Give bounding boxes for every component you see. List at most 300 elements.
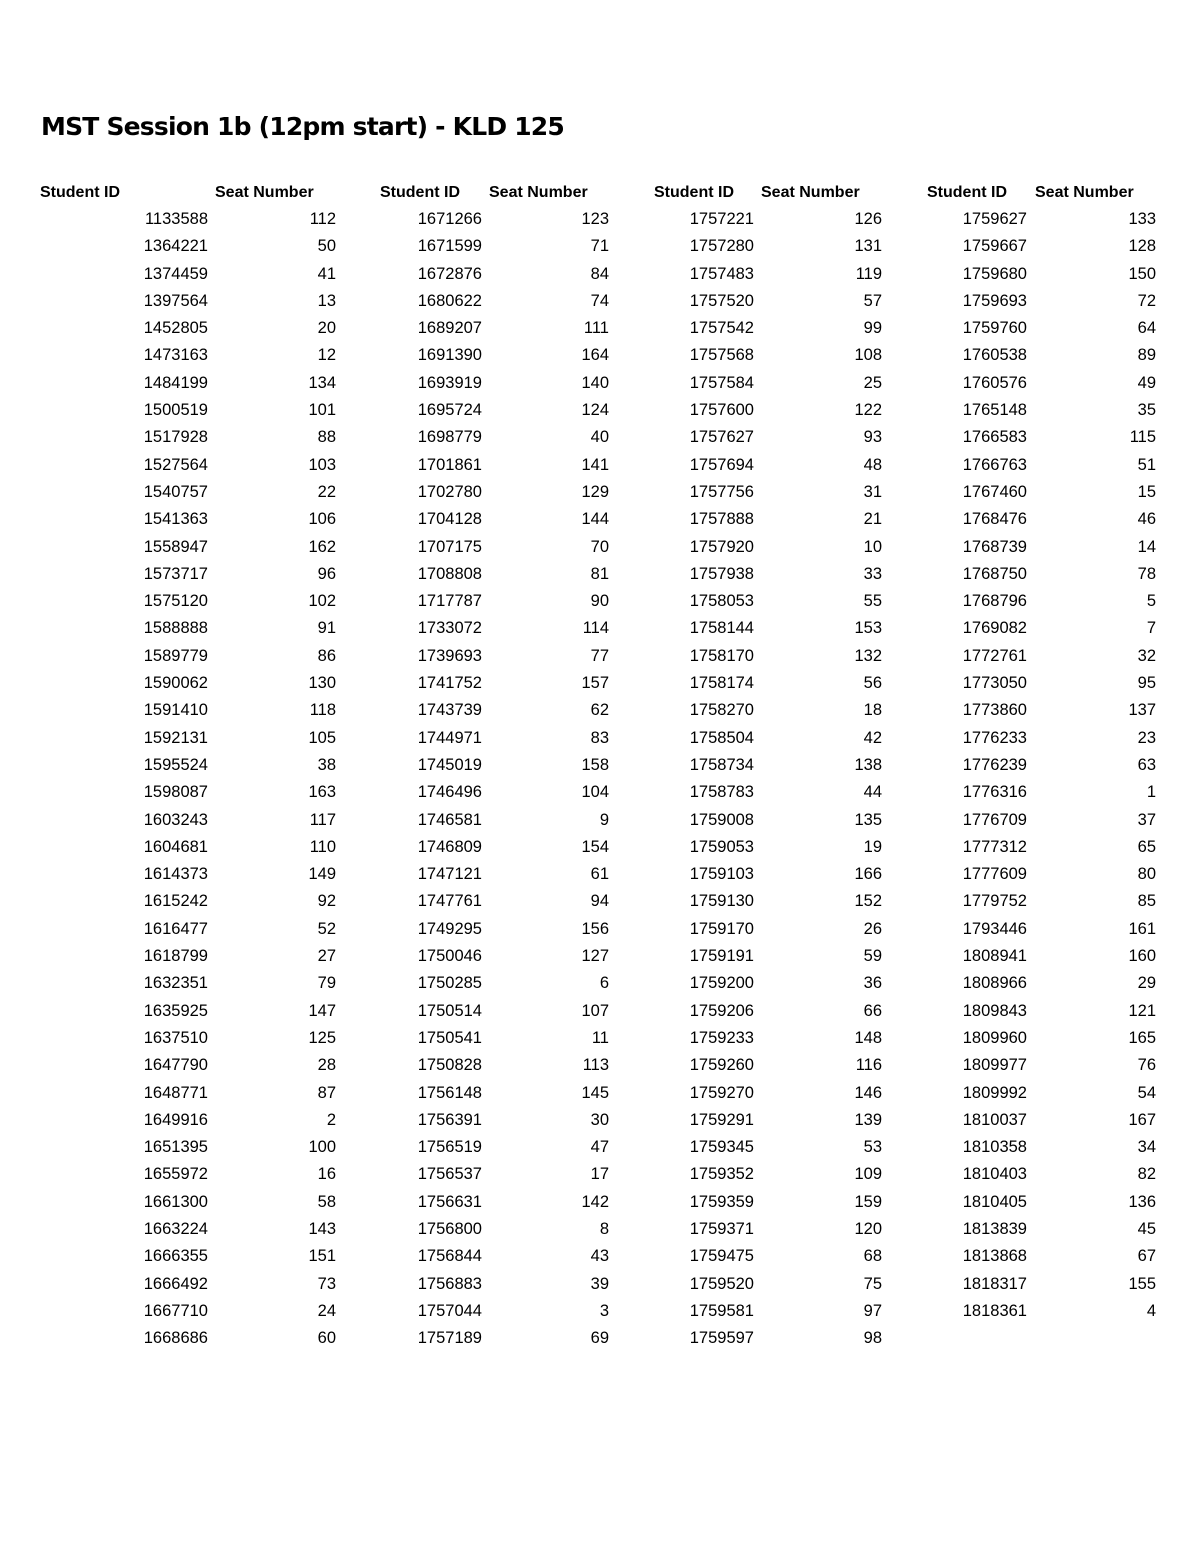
- seat-number-cell: 87: [317, 1083, 336, 1102]
- table-row: [380, 1107, 680, 1134]
- seat-number-cell: 61: [590, 865, 609, 884]
- student-id-cell: 1808966: [962, 974, 1027, 993]
- seat-number-cell: 29: [1137, 974, 1156, 993]
- table-row: [380, 643, 680, 670]
- seat-number-cell: 108: [854, 346, 882, 365]
- seat-number-cell: 64: [1137, 319, 1156, 338]
- table-row: [654, 1243, 954, 1270]
- table-row: [40, 643, 340, 670]
- seat-number-cell: 60: [317, 1329, 336, 1348]
- student-id-cell: 1757280: [689, 237, 754, 256]
- table-row: [40, 1243, 340, 1270]
- student-id-cell: 1133588: [144, 210, 208, 228]
- table-row: [654, 807, 954, 834]
- student-id-cell: 1813868: [962, 1247, 1027, 1266]
- table-row: [380, 1298, 680, 1325]
- table-row: [654, 643, 954, 670]
- student-id-cell: 1750541: [417, 1028, 482, 1047]
- student-id-cell: 1757584: [689, 373, 754, 392]
- table-row: [380, 670, 680, 697]
- seat-number-cell: 167: [1128, 1110, 1156, 1129]
- seat-number-cell: 76: [1137, 1056, 1156, 1075]
- student-id-cell: 1767460: [962, 482, 1027, 501]
- student-id-cell: 1810405: [962, 1192, 1027, 1211]
- seat-number-cell: 16: [317, 1165, 336, 1184]
- table-row: [380, 261, 680, 288]
- table-row: [927, 1080, 1200, 1107]
- seat-number-cell: 93: [863, 428, 882, 447]
- student-id-cell: 1759200: [689, 974, 754, 993]
- table-row: [654, 1298, 954, 1325]
- seat-number-cell: 112: [309, 210, 336, 228]
- table-row: [40, 1134, 340, 1161]
- table-row: [654, 506, 954, 533]
- table-row: [927, 1298, 1200, 1325]
- student-id-cell: 1598087: [143, 783, 208, 802]
- seat-number-cell: 77: [590, 646, 609, 665]
- table-row: [927, 1107, 1200, 1134]
- seat-number-cell: 158: [581, 755, 609, 774]
- table-row: [40, 1189, 340, 1216]
- table-row: [40, 1080, 340, 1107]
- student-id-cell: 1813839: [962, 1219, 1027, 1238]
- table-row: [927, 397, 1200, 424]
- student-id-cell: 1647790: [143, 1056, 208, 1075]
- seat-number-cell: 2: [326, 1110, 336, 1129]
- table-row: [40, 697, 340, 724]
- seat-number-cell: 34: [1137, 1138, 1156, 1157]
- table-row: [927, 1134, 1200, 1161]
- table-row: [654, 261, 954, 288]
- table-row: [927, 643, 1200, 670]
- seat-number-cell: 73: [317, 1274, 336, 1293]
- table-row: [40, 916, 340, 943]
- seat-number-cell: 119: [855, 264, 882, 283]
- seat-number-cell: 55: [863, 592, 882, 611]
- seat-number-cell: 19: [863, 837, 882, 856]
- table-row: [654, 315, 954, 342]
- seat-number-cell: 151: [308, 1247, 336, 1266]
- seat-number-cell: 67: [1137, 1247, 1156, 1266]
- seat-number-cell: 152: [854, 892, 882, 911]
- table-row: [654, 752, 954, 779]
- seat-number-cell: 26: [863, 919, 882, 938]
- student-id-cell: 1765148: [962, 401, 1027, 420]
- table-row: [654, 779, 954, 806]
- student-id-cell: 1452805: [143, 319, 208, 338]
- student-id-cell: 1744971: [417, 728, 482, 747]
- seat-number-cell: 139: [854, 1110, 882, 1129]
- seat-number-cell: 92: [317, 892, 336, 911]
- table-row: [654, 233, 954, 260]
- seat-number-cell: 111: [583, 319, 609, 338]
- table-row: [654, 479, 954, 506]
- table-row: [380, 615, 680, 642]
- student-id-cell: 1603243: [143, 810, 208, 829]
- seat-number-cell: 120: [854, 1219, 882, 1238]
- seat-number-cell: 91: [317, 619, 336, 638]
- seat-number-cell: 68: [863, 1247, 882, 1266]
- seat-number-cell: 157: [581, 674, 609, 693]
- seat-number-cell: 101: [308, 401, 336, 420]
- seat-number-cell: 4: [1146, 1301, 1156, 1320]
- table-row: [927, 670, 1200, 697]
- student-id-cell: 1595524: [143, 755, 208, 774]
- seat-number-cell: 138: [854, 755, 882, 774]
- student-id-cell: 1743739: [417, 701, 482, 720]
- student-id-cell: 1758170: [689, 646, 754, 665]
- student-id-cell: 1575120: [143, 592, 208, 611]
- seat-number-cell: 8: [599, 1219, 609, 1238]
- table-row: [380, 1052, 680, 1079]
- student-id-cell: 1717787: [417, 592, 482, 611]
- seat-number-cell: 96: [317, 564, 336, 583]
- seat-number-cell: 116: [855, 1056, 882, 1075]
- student-id-cell: 1766763: [962, 455, 1027, 474]
- seat-number-cell: 85: [1137, 892, 1156, 911]
- student-id-cell: 1635925: [143, 1001, 208, 1020]
- seat-number-cell: 38: [317, 755, 336, 774]
- seat-number-cell: 72: [1137, 291, 1156, 310]
- student-id-cell: 1758734: [689, 755, 754, 774]
- table-row: [40, 288, 340, 315]
- seat-number-cell: 57: [863, 291, 882, 310]
- student-id-cell: 1779752: [962, 892, 1027, 911]
- table-row: [40, 424, 340, 451]
- table-row: [40, 670, 340, 697]
- seat-number-cell: 52: [317, 919, 336, 938]
- student-id-cell: 1768750: [962, 564, 1027, 583]
- table-row: [380, 834, 680, 861]
- seat-number-cell: 83: [590, 728, 609, 747]
- table-row: [40, 1325, 340, 1352]
- seat-number-cell: 15: [1137, 482, 1156, 501]
- table-row: [40, 342, 340, 369]
- student-id-cell: 1517928: [143, 428, 208, 447]
- seat-number-cell: 162: [308, 537, 336, 556]
- table-row: [927, 725, 1200, 752]
- page-title: MST Session 1b (12pm start) - KLD 125: [41, 112, 565, 141]
- seat-number-cell: 90: [590, 592, 609, 611]
- seat-number-cell: 12: [317, 346, 336, 365]
- student-id-cell: 1749295: [417, 919, 482, 938]
- seat-number-cell: 78: [1137, 564, 1156, 583]
- student-id-cell: 1667710: [143, 1301, 208, 1320]
- student-id-cell: 1648771: [143, 1083, 208, 1102]
- seat-number-cell: 27: [317, 947, 336, 966]
- student-id-cell: 1757920: [689, 537, 754, 556]
- column-block-2: [380, 0, 680, 1400]
- table-row: [927, 1161, 1200, 1188]
- table-row: [927, 424, 1200, 451]
- seat-number-cell: 106: [308, 510, 336, 529]
- seat-number-cell: 166: [854, 865, 882, 884]
- seat-number-cell: 62: [590, 701, 609, 720]
- table-row: [927, 807, 1200, 834]
- student-id-cell: 1756391: [417, 1110, 482, 1129]
- seat-number-cell: 99: [863, 319, 882, 338]
- student-id-cell: 1704128: [417, 510, 482, 529]
- table-row: [654, 452, 954, 479]
- student-id-cell: 1691390: [417, 346, 482, 365]
- student-id-cell: 1759627: [962, 210, 1027, 228]
- seat-number-cell: 98: [863, 1329, 882, 1348]
- table-row: [40, 534, 340, 561]
- student-id-cell: 1500519: [143, 401, 208, 420]
- table-row: [40, 1052, 340, 1079]
- seat-number-cell: 11: [591, 1028, 609, 1047]
- seat-number-cell: 65: [1137, 837, 1156, 856]
- seat-number-cell: 153: [854, 619, 882, 638]
- student-id-cell: 1707175: [417, 537, 482, 556]
- student-id-cell: 1632351: [143, 974, 208, 993]
- seat-number-header: Seat Number: [761, 184, 860, 201]
- student-id-cell: 1776709: [962, 810, 1027, 829]
- seat-number-cell: 110: [309, 837, 336, 856]
- student-id-cell: 1756537: [417, 1165, 482, 1184]
- column-block-4: [927, 0, 1200, 1400]
- seat-number-cell: 129: [581, 482, 609, 501]
- table-row: [380, 1080, 680, 1107]
- student-id-cell: 1818317: [962, 1274, 1027, 1293]
- student-id-cell: 1757888: [689, 510, 754, 529]
- student-id-cell: 1573717: [143, 564, 208, 583]
- table-row: [380, 943, 680, 970]
- table-row: [40, 1298, 340, 1325]
- table-row: [380, 1216, 680, 1243]
- student-id-cell: 1768476: [962, 510, 1027, 529]
- student-id-cell: 1757938: [689, 564, 754, 583]
- student-id-cell: 1757627: [689, 428, 754, 447]
- student-id-cell: 1777609: [962, 865, 1027, 884]
- table-row: [927, 615, 1200, 642]
- table-row: [380, 561, 680, 588]
- student-id-cell: 1759760: [962, 319, 1027, 338]
- table-row: [654, 1107, 954, 1134]
- seat-number-cell: 107: [581, 1001, 609, 1020]
- seat-number-cell: 154: [581, 837, 609, 856]
- seat-number-cell: 35: [1137, 401, 1156, 420]
- student-id-cell: 1759597: [689, 1329, 754, 1348]
- table-row: [654, 998, 954, 1025]
- table-row: [40, 752, 340, 779]
- seat-number-cell: 41: [317, 264, 336, 283]
- student-id-cell: 1756844: [417, 1247, 482, 1266]
- seat-number-cell: 122: [854, 401, 882, 420]
- seat-number-header: Seat Number: [489, 184, 588, 201]
- seat-number-cell: 3: [599, 1301, 609, 1320]
- student-id-cell: 1671266: [417, 210, 482, 228]
- table-row: [380, 998, 680, 1025]
- student-id-cell: 1708808: [417, 564, 482, 583]
- student-id-cell: 1541363: [143, 510, 208, 529]
- seat-number-cell: 14: [1137, 537, 1156, 556]
- seat-number-cell: 117: [309, 810, 336, 829]
- seat-number-cell: 82: [1137, 1165, 1156, 1184]
- table-row: [40, 452, 340, 479]
- student-id-cell: 1397564: [143, 291, 208, 310]
- table-row: [927, 288, 1200, 315]
- seat-number-cell: 18: [863, 701, 882, 720]
- table-row: [654, 534, 954, 561]
- table-row: [654, 288, 954, 315]
- table-row: [927, 1189, 1200, 1216]
- seat-number-cell: 56: [863, 674, 882, 693]
- table-row: [654, 1052, 954, 1079]
- seat-number-cell: 39: [590, 1274, 609, 1293]
- table-row: [380, 1325, 680, 1352]
- seat-number-cell: 124: [581, 401, 609, 420]
- student-id-cell: 1759233: [689, 1028, 754, 1047]
- table-row: [654, 1271, 954, 1298]
- table-row: [380, 725, 680, 752]
- table-row: [40, 206, 340, 233]
- student-id-cell: 1473163: [143, 346, 208, 365]
- seat-number-cell: 17: [590, 1165, 609, 1184]
- seat-number-cell: 113: [582, 1056, 609, 1075]
- seat-number-cell: 30: [590, 1110, 609, 1129]
- student-id-cell: 1810358: [962, 1138, 1027, 1157]
- seat-number-cell: 126: [854, 210, 882, 228]
- student-id-cell: 1818361: [962, 1301, 1027, 1320]
- table-row: [40, 479, 340, 506]
- table-row: [40, 1025, 340, 1052]
- seat-number-cell: 156: [581, 919, 609, 938]
- table-row: [40, 261, 340, 288]
- student-id-cell: 1759520: [689, 1274, 754, 1293]
- seat-number-cell: 148: [854, 1028, 882, 1047]
- student-id-cell: 1759008: [689, 810, 754, 829]
- student-id-cell: 1759170: [689, 919, 754, 938]
- seat-number-cell: 125: [308, 1028, 336, 1047]
- student-id-cell: 1777312: [962, 837, 1027, 856]
- seat-number-cell: 105: [308, 728, 336, 747]
- seat-number-cell: 75: [863, 1274, 882, 1293]
- table-row: [927, 1271, 1200, 1298]
- student-id-cell: 1747121: [417, 865, 482, 884]
- student-id-cell: 1757483: [689, 264, 754, 283]
- column-block-1: [40, 0, 340, 1400]
- student-id-cell: 1655972: [143, 1165, 208, 1184]
- student-id-cell: 1766583: [962, 428, 1027, 447]
- seat-number-cell: 140: [581, 373, 609, 392]
- student-id-cell: 1809843: [962, 1001, 1027, 1020]
- table-row: [380, 1271, 680, 1298]
- table-row: [40, 397, 340, 424]
- table-row: [380, 1025, 680, 1052]
- student-id-cell: 1747761: [417, 892, 482, 911]
- table-row: [380, 479, 680, 506]
- student-id-cell: 1666355: [143, 1247, 208, 1266]
- student-id-cell: 1614373: [143, 865, 208, 884]
- seat-number-cell: 97: [863, 1301, 882, 1320]
- table-row: [380, 697, 680, 724]
- table-row: [654, 1080, 954, 1107]
- table-row: [40, 1271, 340, 1298]
- student-id-cell: 1733072: [417, 619, 482, 638]
- student-id-cell: 1649916: [143, 1110, 208, 1129]
- student-id-cell: 1757600: [689, 401, 754, 420]
- seat-number-cell: 100: [308, 1138, 336, 1157]
- table-row: [380, 370, 680, 397]
- student-id-cell: 1759103: [689, 865, 754, 884]
- seat-number-cell: 28: [317, 1056, 336, 1075]
- student-id-cell: 1758270: [689, 701, 754, 720]
- seat-number-header: Seat Number: [1035, 184, 1134, 201]
- student-id-cell: 1746496: [417, 783, 482, 802]
- student-id-cell: 1745019: [417, 755, 482, 774]
- table-row: [927, 1216, 1200, 1243]
- table-row: [927, 779, 1200, 806]
- student-id-cell: 1759291: [689, 1110, 754, 1129]
- student-id-cell: 1591410: [143, 701, 208, 720]
- table-row: [40, 998, 340, 1025]
- student-id-cell: 1746581: [417, 810, 482, 829]
- seat-number-cell: 32: [1137, 646, 1156, 665]
- student-id-header: Student ID: [654, 184, 734, 201]
- table-row: [654, 424, 954, 451]
- seat-number-cell: 103: [308, 455, 336, 474]
- student-id-cell: 1810403: [962, 1165, 1027, 1184]
- student-id-cell: 1776233: [962, 728, 1027, 747]
- seat-number-cell: 128: [1128, 237, 1156, 256]
- student-id-cell: 1773860: [962, 701, 1027, 720]
- student-id-cell: 1757221: [689, 210, 754, 228]
- student-id-cell: 1758144: [689, 619, 754, 638]
- seat-number-cell: 59: [863, 947, 882, 966]
- table-row: [927, 452, 1200, 479]
- student-id-cell: 1746809: [417, 837, 482, 856]
- student-id-cell: 1589779: [143, 646, 208, 665]
- table-row: [380, 1243, 680, 1270]
- student-id-cell: 1810037: [962, 1110, 1027, 1129]
- student-id-cell: 1588888: [143, 619, 208, 638]
- table-row: [927, 1243, 1200, 1270]
- student-id-cell: 1772761: [962, 646, 1027, 665]
- seat-number-cell: 144: [581, 510, 609, 529]
- seat-number-cell: 161: [1128, 919, 1156, 938]
- table-row: [40, 561, 340, 588]
- student-id-cell: 1809960: [962, 1028, 1027, 1047]
- student-id-cell: 1760576: [962, 373, 1027, 392]
- student-id-cell: 1759581: [689, 1301, 754, 1320]
- table-row: [40, 834, 340, 861]
- seat-number-cell: 160: [1128, 947, 1156, 966]
- table-row: [927, 888, 1200, 915]
- table-row: [40, 315, 340, 342]
- student-id-header: Student ID: [927, 184, 1007, 201]
- seat-number-cell: 36: [863, 974, 882, 993]
- seat-number-cell: 150: [1128, 264, 1156, 283]
- seat-number-cell: 155: [1128, 1274, 1156, 1293]
- student-id-cell: 1750046: [417, 947, 482, 966]
- student-id-cell: 1768739: [962, 537, 1027, 556]
- student-id-cell: 1759191: [689, 947, 754, 966]
- seat-number-cell: 121: [1128, 1001, 1156, 1020]
- student-id-cell: 1757189: [417, 1329, 482, 1348]
- table-row: [40, 970, 340, 997]
- table-row: [654, 1161, 954, 1188]
- student-id-cell: 1615242: [143, 892, 208, 911]
- seat-number-header: Seat Number: [215, 184, 314, 201]
- student-id-cell: 1759352: [689, 1165, 754, 1184]
- student-id-cell: 1758783: [689, 783, 754, 802]
- seat-number-cell: 43: [590, 1247, 609, 1266]
- seat-number-cell: 141: [581, 455, 609, 474]
- seat-number-cell: 6: [599, 974, 609, 993]
- seat-number-cell: 25: [863, 373, 882, 392]
- table-row: [654, 206, 954, 233]
